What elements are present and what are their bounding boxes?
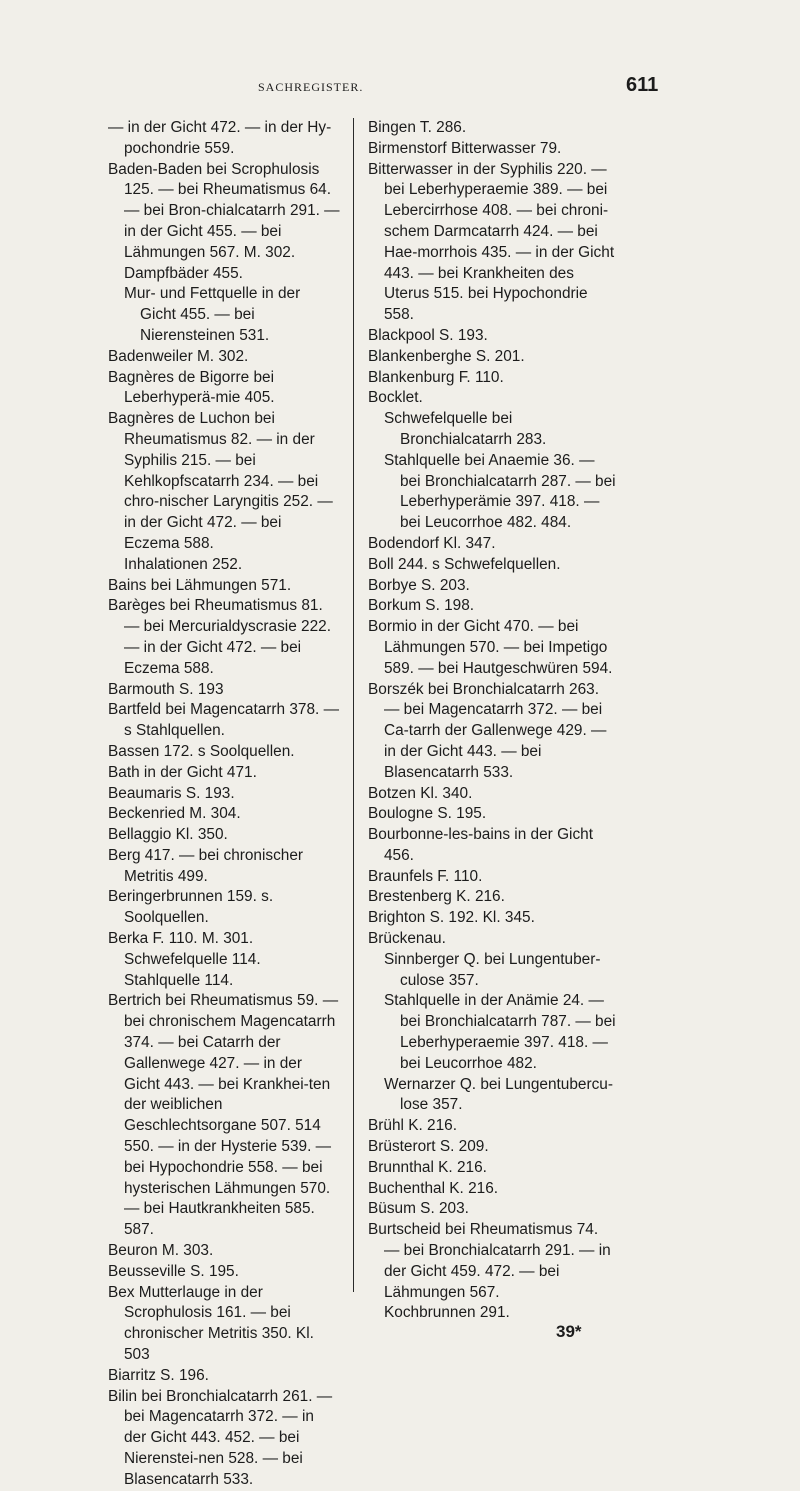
index-subentry: Dampfbäder 455. (124, 264, 243, 282)
index-entry: Brüsterort S. 209. (368, 1138, 489, 1156)
index-entry: Buchenthal K. 216. (368, 1179, 499, 1197)
index-entry: Botzen Kl. 340. (368, 784, 473, 802)
index-entry: Borszék bei Bronchialcatarrh 263. — bei Magencatarrh 372. — bei Ca-tarrh der Gallenwege 429. — in der Gicht 443. — bei Blasencatarrh 533. (368, 680, 607, 781)
index-entry: Blackpool S. 193. (368, 326, 488, 344)
running-header: SACHREGISTER. (258, 80, 364, 94)
index-entry: Biarritz S. 196. (108, 1366, 209, 1384)
index-entry: Boll 244. s Schwefelquellen. (368, 555, 561, 573)
index-entry: Badenweiler M. 302. (108, 347, 249, 365)
index-entry: Bellaggio Kl. 350. (108, 826, 228, 844)
column-divider (353, 118, 354, 1292)
index-entry: Bitterwasser in der Syphilis 220. — bei Leberhyperaemie 389. — bei Lebercirrhose 408. — bei chroni-schem Darmcatarrh 424. — bei Hae-morrhois 435. — in der Gicht 443. — bei Krankheiten des Uterus 515. bei Hypochondrie 558. (368, 160, 615, 324)
index-entry: Brestenberg K. 216. (368, 888, 505, 906)
signature-mark: 39* (556, 1322, 582, 1341)
index-entry: Beusseville S. 195. (108, 1262, 239, 1280)
index-entry: Bocklet. (368, 389, 423, 407)
index-subentry: Kochbrunnen 291. (384, 1304, 510, 1322)
index-entry: Büsum S. 203. (368, 1200, 469, 1218)
index-column-left (108, 118, 340, 1491)
index-entry: Barèges bei Rheumatismus 81. — bei Mercurialdyscrasie 222. — in der Gicht 472. — bei Eczema 588. (108, 597, 331, 677)
index-entry: Brühl K. 216. (368, 1117, 457, 1135)
index-entry: Blankenburg F. 110. (368, 368, 504, 386)
index-subentry: Sinnberger Q. bei Lungentuber-culose 357. (384, 950, 601, 989)
index-subentry: Stahlquelle 114. (124, 971, 234, 989)
index-entry: — in der Gicht 472. — in der Hy-pochondrie 559. (108, 119, 332, 157)
index-entry: Berg 417. — bei chronischer Metritis 499. (108, 846, 304, 885)
index-entry: Burtscheid bei Rheumatismus 74. — bei Bronchialcatarrh 291. — in der Gicht 459. 472. — bei Lähmungen 567. (368, 1221, 611, 1301)
index-column-right (368, 118, 616, 1324)
index-subentry: Mur- und Fettquelle in der Gicht 455. — bei Nierensteinen 531. (124, 285, 301, 344)
index-entry: Beaumaris S. 193. (108, 784, 235, 802)
index-entry: Bassen 172. s Soolquellen. (108, 742, 295, 760)
index-entry: Bartfeld bei Magencatarrh 378. — s Stahlquellen. (108, 701, 339, 740)
index-entry: Bertrich bei Rheumatismus 59. — bei chronischem Magencatarrh 374. — bei Catarrh der Gallenwege 427. — in der Gicht 443. — bei Krankhei-ten der weiblichen Geschlechtsorgane 507. 514 550. — in der Hysterie 539. — bei Hypochondrie 558. — bei hysterischen Lähmungen 570. — bei Hautkrankheiten 585. 587. (108, 992, 339, 1239)
index-entry: Bex Mutterlauge in der Scrophulosis 161. — bei chronischer Metritis 350. Kl. 503 (108, 1283, 314, 1364)
index-entry: Brückenau. (368, 930, 446, 948)
index-entry: Beringerbrunnen 159. s. Soolquellen. (108, 888, 274, 927)
index-entry: Beuron M. 303. (108, 1242, 214, 1260)
index-entry: Brunnthal K. 216. (368, 1158, 487, 1176)
index-subentry: Stahlquelle in der Anämie 24. — bei Bronchialcatarrh 787. — bei Leberhyperaemie 397. 418. — bei Leucorrhoe 482. (384, 992, 616, 1072)
index-subentry: Schwefelquelle bei Bronchialcatarrh 283. (384, 410, 547, 448)
index-entry: Berka F. 110. M. 301. (108, 930, 254, 948)
index-entry: Bodendorf Kl. 347. (368, 534, 496, 552)
index-entry: Borkum S. 198. (368, 597, 475, 615)
index-entry: Bagnères de Bigorre bei Leberhyperä-mie 405. (108, 368, 275, 407)
index-entry: Bourbonne-les-bains in der Gicht 456. (368, 826, 593, 864)
index-entry: Brighton S. 192. Kl. 345. (368, 909, 535, 927)
index-entry: Baden-Baden bei Scrophulosis 125. — bei Rheumatismus 64. — bei Bron-chialcatarrh 291. — in der Gicht 455. — bei Lähmungen 567. M. 302. (108, 160, 340, 261)
index-entry: Bains bei Lähmungen 571. (108, 576, 292, 594)
index-entry: Bingen T. 286. (368, 119, 467, 136)
index-entry: Barmouth S. 193 (108, 680, 224, 698)
index-entry: Blankenberghe S. 201. (368, 347, 525, 365)
index-subentry: Inhalationen 252. (124, 555, 243, 573)
index-entry: Borbye S. 203. (368, 576, 470, 594)
index-entry: Bath in der Gicht 471. (108, 763, 257, 781)
index-subentry: Wernarzer Q. bei Lungentubercu-lose 357. (384, 1075, 613, 1114)
index-entry: Beckenried M. 304. (108, 805, 241, 823)
index-entry: Bilin bei Bronchialcatarrh 261. — bei Magencatarrh 372. — in der Gicht 443. 452. — bei Nierenstei-nen 528. — bei Blasencatarrh 533. (108, 1387, 333, 1488)
index-entry: Boulogne S. 195. (368, 805, 487, 823)
index-entry: Bagnères de Luchon bei Rheumatismus 82. — in der Syphilis 215. — bei Kehlkopfscatarrh 234. — bei chro-nischer Laryngitis 252. — in der Gicht 472. — bei Eczema 588. (108, 410, 333, 552)
index-subentry: Schwefelquelle 114. (124, 950, 261, 968)
index-entry: Braunfels F. 110. (368, 867, 483, 885)
page-number: 611 (626, 74, 659, 96)
index-entry: Birmenstorf Bitterwasser 79. (368, 139, 562, 157)
index-subentry: Stahlquelle bei Anaemie 36. — bei Bronchialcatarrh 287. — bei Leberhyperämie 397. 418. — bei Leucorrhoe 482. 484. (384, 451, 616, 532)
index-entry: Bormio in der Gicht 470. — bei Lähmungen 570. — bei Impetigo 589. — bei Hautgeschwüren 594. (368, 618, 613, 677)
